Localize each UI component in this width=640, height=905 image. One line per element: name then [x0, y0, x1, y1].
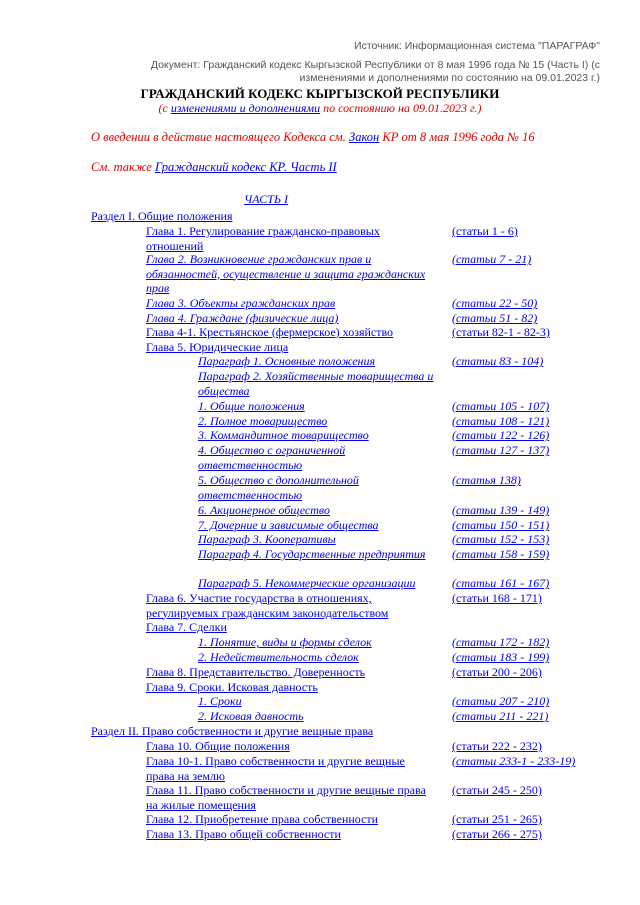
toc-range-link[interactable]: (статьи 22 - 50) — [452, 296, 538, 310]
intro-prefix: О введении в действие настоящего Кодекса см. — [91, 130, 349, 144]
toc-item-link[interactable]: Глава 10-1. Право собственности и другие вещные права на землю — [146, 754, 405, 783]
part-one-link[interactable]: ЧАСТЬ I — [244, 192, 289, 206]
toc-item-link[interactable]: Глава 4-1. Крестьянское (фермерское) хозяйство — [146, 325, 394, 339]
toc-range-link[interactable]: (статьи 233-1 - 233-19) — [452, 754, 576, 768]
subtitle — [0, 101, 640, 116]
toc-range-link[interactable]: (статьи 211 - 221) — [452, 709, 549, 723]
toc-range-link[interactable]: (статьи 105 - 107) — [452, 399, 550, 413]
toc-range-link[interactable]: (статьи 172 - 182) — [452, 635, 550, 649]
toc-item-link[interactable]: Глава 8. Представительство. Доверенность — [146, 665, 366, 679]
toc-item-link[interactable]: 1. Понятие, виды и формы сделок — [198, 635, 372, 649]
toc-item-link[interactable]: Параграф 3. Кооперативы — [198, 532, 336, 546]
toc-item-link[interactable]: Глава 4. Граждане (физические лица) — [146, 311, 339, 325]
toc-item-link[interactable]: Параграф 1. Основные положения — [198, 354, 376, 368]
toc-item-link[interactable]: Раздел I. Общие положения — [91, 209, 233, 223]
toc-item-link[interactable]: 2. Недействительность сделок — [198, 650, 359, 664]
toc-item-link[interactable]: Глава 9. Сроки. Исковая давность — [146, 680, 318, 694]
toc-range-link[interactable]: (статьи 139 - 149) — [452, 503, 550, 517]
page-title: ГРАЖДАНСКИЙ КОДЕКС КЫРГЫЗСКОЙ РЕСПУБЛИКИ — [140, 86, 500, 101]
see-also-prefix: См. также — [91, 160, 155, 174]
toc-range-link[interactable]: (статьи 183 - 199) — [452, 650, 550, 664]
toc-item-link[interactable]: Глава 5. Юридические лица — [146, 340, 289, 354]
part-two-link[interactable]: Гражданский кодекс КР. Часть II — [154, 160, 337, 174]
source-line: Источник: Информационная система "ПАРАГРАФ" — [354, 40, 600, 52]
toc-item-link[interactable]: 7. Дочерние и зависимые общества — [198, 518, 379, 532]
toc-range-link[interactable]: (статья 138) — [452, 473, 521, 487]
see-also-note — [91, 160, 337, 175]
toc-range-link[interactable]: (статьи 152 - 153) — [452, 532, 550, 546]
toc-item-link[interactable]: Раздел II. Право собственности и другие вещные права — [91, 724, 374, 738]
toc-range-link[interactable]: (статьи 150 - 151) — [452, 518, 550, 532]
subtitle-suffix: по состоянию на 09.01.2023 г.) — [320, 101, 482, 115]
toc-item-link[interactable]: Параграф 2. Хозяйственные товарищества и общества — [198, 369, 434, 398]
law-link[interactable]: Закон — [349, 130, 380, 144]
toc-range-link[interactable]: (статьи 83 - 104) — [452, 354, 544, 368]
toc-range-link[interactable]: (статьи 207 - 210) — [452, 694, 550, 708]
toc-range-link[interactable]: (статьи 266 - 275) — [452, 827, 542, 841]
toc-range-link[interactable]: (статьи 51 - 82) — [452, 311, 538, 325]
toc-item-link[interactable]: Глава 7. Сделки — [146, 620, 227, 634]
toc-item-link[interactable]: 1. Общие положения — [198, 399, 305, 413]
subtitle-prefix: (с — [158, 101, 171, 115]
toc-item-link[interactable]: Глава 11. Право собственности и другие вещные права на жилые помещения — [146, 783, 426, 812]
toc-item-link[interactable]: Глава 1. Регулирование гражданско-правовых отношений — [146, 224, 380, 253]
toc-range-link[interactable]: (статьи 222 - 232) — [452, 739, 542, 753]
toc-item-link[interactable]: 4. Общество с ограниченной ответственностью — [198, 443, 346, 472]
document-line: Документ: Гражданский кодекс Кыргызской Республики от 8 мая 1996 года № 15 (Часть I) (с изменениями и дополнениями по состоянию на 09.01.2023 г.) — [150, 59, 600, 84]
toc-item-link[interactable]: 2. Исковая давность — [198, 709, 304, 723]
toc-item-link[interactable]: Параграф 5. Некоммерческие организации — [198, 576, 416, 590]
toc-item-link[interactable]: 5. Общество с дополнительной ответственностью — [198, 473, 359, 502]
toc-item-link[interactable]: 1. Сроки — [198, 694, 242, 708]
toc-item-link[interactable]: Глава 3. Объекты гражданских прав — [146, 296, 336, 310]
toc-range-link[interactable]: (статьи 158 - 159) — [452, 547, 550, 561]
toc-range-link[interactable]: (статьи 127 - 137) — [452, 443, 550, 457]
toc-item-link[interactable]: 6. Акционерное общество — [198, 503, 330, 517]
toc-range-link[interactable]: (статьи 82-1 - 82-3) — [452, 325, 550, 339]
toc-item-link[interactable]: Глава 12. Приобретение права собственности — [146, 812, 379, 826]
toc-item-link[interactable]: Глава 10. Общие положения — [146, 739, 290, 753]
toc-item-link[interactable]: Глава 13. Право общей собственности — [146, 827, 341, 841]
toc-item-link[interactable]: Параграф 4. Государственные предприятия — [198, 547, 426, 561]
intro-note — [91, 130, 535, 145]
intro-suffix: КР от 8 мая 1996 года № 16 — [379, 130, 535, 144]
amendments-link[interactable]: изменениями и дополнениями — [170, 101, 321, 115]
toc-range-link[interactable]: (статьи 7 - 21) — [452, 252, 532, 266]
toc-range-link[interactable]: (статьи 168 - 171) — [452, 591, 542, 605]
toc-range-link[interactable]: (статьи 108 - 121) — [452, 414, 550, 428]
toc-range-link[interactable]: (статьи 245 - 250) — [452, 783, 542, 797]
toc-range-link[interactable]: (статьи 161 - 167) — [452, 576, 550, 590]
toc-range-link[interactable]: (статьи 122 - 126) — [452, 428, 550, 442]
toc-item-link[interactable]: 3. Коммандитное товарищество — [198, 428, 369, 442]
toc-range-link[interactable]: (статьи 1 - 6) — [452, 224, 518, 238]
toc-item-link[interactable]: Глава 2. Возникновение гражданских прав и обязанностей, осуществление и защита гражданских прав — [146, 252, 426, 295]
toc-item-link[interactable]: Глава 6. Участие государства в отношениях, регулируемых гражданским законодательством — [146, 591, 389, 620]
toc-range-link[interactable]: (статьи 251 - 265) — [452, 812, 542, 826]
toc-item-link[interactable]: 2. Полное товарищество — [198, 414, 328, 428]
toc-range-link[interactable]: (статьи 200 - 206) — [452, 665, 542, 679]
